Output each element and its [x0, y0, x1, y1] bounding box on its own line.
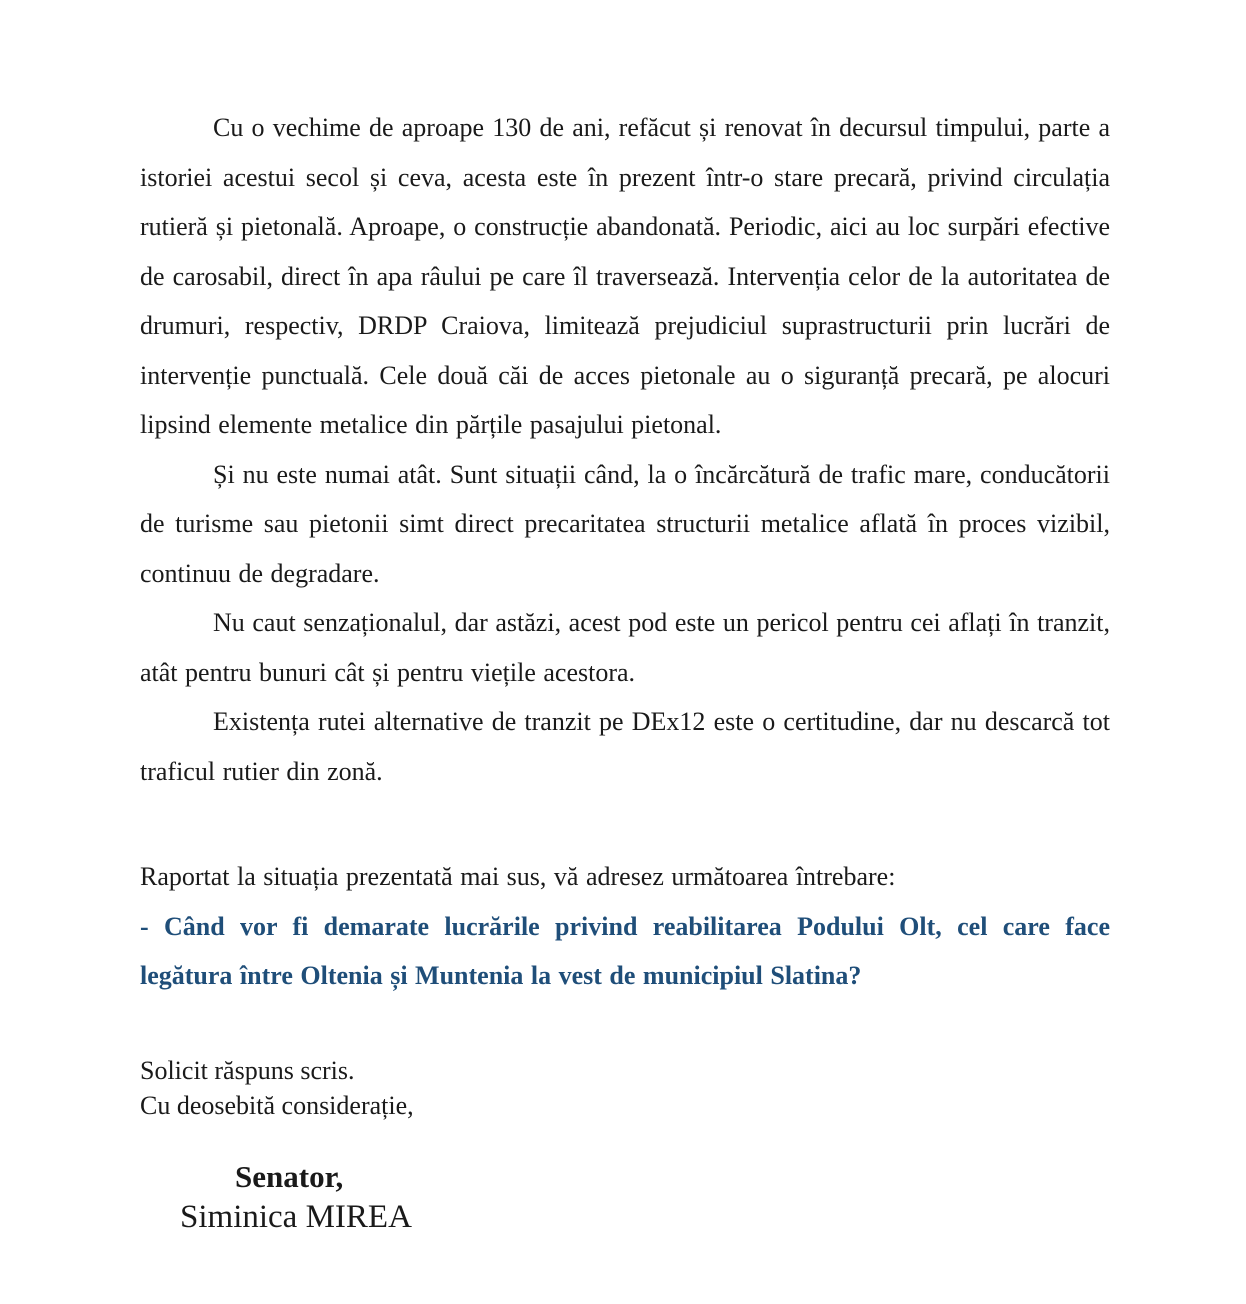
body-paragraph-3: Nu caut senzaționalul, dar astăzi, acest pod este un pericol pentru cei aflați în tranzit, atât pentru bunuri cât și pentru viețile acestora.: [140, 608, 1110, 687]
body-paragraph-2: Și nu este numai atât. Sunt situații când, la o încărcătură de trafic mare, conducătorii de turisme sau pietonii simt direct precaritatea structurii metalice aflată în proces vizibil, continuu de degradare.: [140, 459, 1110, 588]
question-intro: Raportat la situația prezentată mai sus, vă adresez următoarea întrebare:: [140, 862, 896, 891]
body-paragraph-4: Existența rutei alternative de tranzit pe DEx12 este o certitudine, dar nu descarcă tot traficul rutier din zonă.: [140, 707, 1110, 786]
signature-name: Siminica MIREA: [180, 1198, 412, 1235]
signature-block: [140, 1157, 1110, 1237]
closing-block: [140, 1053, 1110, 1123]
signature-title: Senator,: [235, 1158, 344, 1194]
body-paragraph-1: Cu o vechime de aproape 130 de ani, refăcut și renovat în decursul timpului, parte a istoriei acestui secol și ceva, acesta este în prezent într-o stare precară, privind circulația rutieră și pietonală. Aproape, o construcție abandonată. Periodic, aici au loc surpări efective de carosabil, direct în apa râului pe care îl traversează. Intervenția celor de la autoritatea de drumuri, respectiv, DRDP Craiova, limitează prejudiciul suprastructurii prin lucrări de intervenție punctuală. Cele două căi de acces pietonale au o siguranță precară, pe alocuri lipsind elemente metalice din părțile pasajului pietonal.: [140, 113, 1110, 439]
question-text: - Când vor fi demarate lucrările privind reabilitarea Podului Olt, cel care face legătura între Oltenia și Muntenia la vest de municipiul Slatina?: [140, 911, 1110, 990]
closing-salutation: Cu deosebită considerație,: [140, 1090, 414, 1120]
closing-request: Solicit răspuns scris.: [140, 1055, 355, 1085]
